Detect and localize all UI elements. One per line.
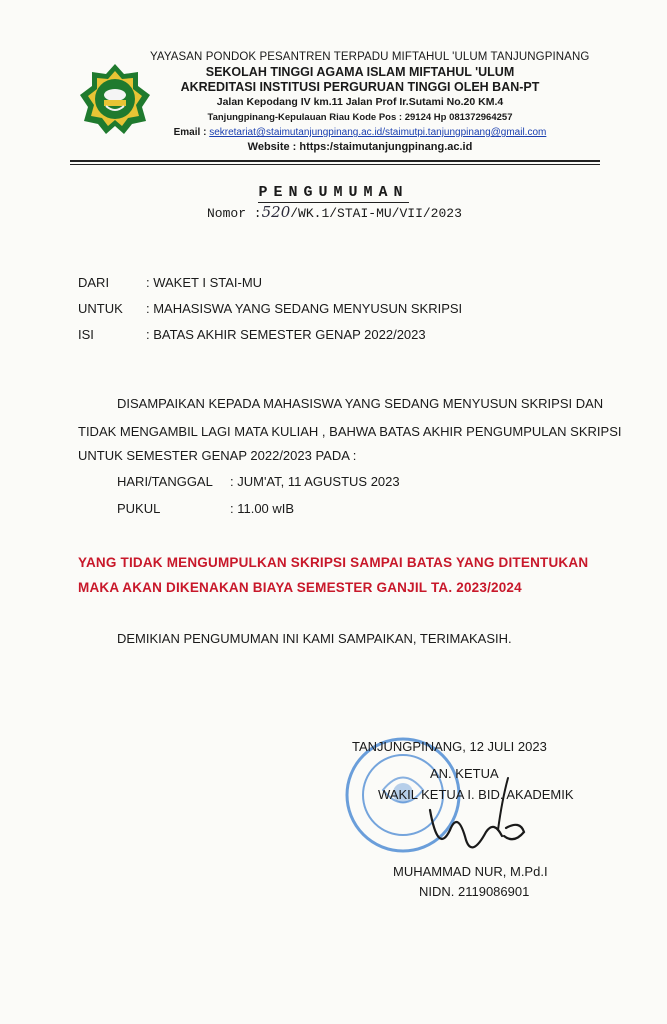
dari-label: DARI [78, 275, 110, 290]
an-ketua: AN. KETUA [430, 766, 499, 781]
letterhead [150, 50, 590, 155]
header-divider-thick [70, 160, 600, 162]
paragraph-line-2: TIDAK MENGAMBIL LAGI MATA KULIAH , BAHWA BATAS AKHIR PENGUMPULAN SKRIPSI [78, 424, 622, 439]
title-text: PENGUMUMAN [258, 184, 409, 201]
accreditation: AKREDITASI INSTITUSI PERGURUAN TINGGI OLEH BAN-PT [180, 80, 540, 94]
pukul-value: : 11.00 wIB [230, 501, 295, 516]
document-number [207, 203, 462, 221]
hari-label: HARI/TANGGAL [117, 474, 213, 489]
dari-value: : WAKET I STAI-MU [146, 275, 263, 290]
email-link[interactable]: sekretariat@staimutanjungpinang.ac.id/staimutpi.tanjungpinang@gmail.com [209, 127, 547, 138]
signatory-name: MUHAMMAD NUR, M.Pd.I [393, 864, 548, 879]
warning-line-1: YANG TIDAK MENGUMPULKAN SKRIPSI SAMPAI BATAS YANG DITENTUKAN [78, 555, 589, 570]
institution-emblem-icon [78, 62, 152, 136]
city-postal-phone: Tanjungpinang-Kepulauan Riau Kode Pos : 29124 Hp 081372964257 [207, 112, 513, 123]
isi-label: ISI [78, 327, 94, 342]
nomor-handwritten: 520 [261, 203, 291, 221]
pukul-label: PUKUL [117, 501, 161, 516]
nomor-suffix: /WK.1/STAI-MU/VII/2023 [290, 206, 462, 221]
foundation-name: YAYASAN PONDOK PESANTREN TERPADU MIFTAHUL 'ULUM TANJUNGPINANG [150, 51, 590, 63]
handwritten-signature-icon [410, 770, 540, 860]
paragraph-line-1: DISAMPAIKAN KEPADA MAHASISWA YANG SEDANG MENYUSUN SKRIPSI DAN [117, 396, 604, 411]
document-title [0, 184, 667, 201]
email-label: Email : [173, 127, 207, 138]
hari-value: : JUM'AT, 11 AGUSTUS 2023 [230, 474, 400, 489]
untuk-label: UNTUK [78, 301, 123, 316]
paragraph-line-3: UNTUK SEMESTER GENAP 2022/2023 PADA : [78, 448, 357, 463]
signatory-role: WAKIL KETUA I. BID. AKADEMIK [378, 787, 574, 802]
signatory-nidn: NIDN. 2119086901 [419, 884, 530, 899]
header-divider-thin [70, 164, 600, 165]
untuk-value: : MAHASISWA YANG SEDANG MENYUSUN SKRIPSI [146, 301, 463, 316]
warning-line-2: MAKA AKAN DIKENAKAN BIAYA SEMESTER GANJIL TA. 2023/2024 [78, 580, 522, 595]
nomor-prefix: Nomor : [207, 206, 262, 221]
place-date: TANJUNGPINANG, 12 JULI 2023 [352, 739, 547, 754]
website-line: Website : https:/staimutanjungpinang.ac.id [247, 141, 473, 153]
closing-text: DEMIKIAN PENGUMUMAN INI KAMI SAMPAIKAN, TERIMAKASIH. [117, 631, 512, 646]
isi-value: : BATAS AKHIR SEMESTER GENAP 2022/2023 [146, 327, 426, 342]
email-line [150, 125, 570, 140]
institution-name: SEKOLAH TINGGI AGAMA ISLAM MIFTAHUL 'ULUM [205, 65, 515, 79]
address-line: Jalan Kepodang IV km.11 Jalan Prof Ir.Sutami No.20 KM.4 [216, 96, 504, 108]
